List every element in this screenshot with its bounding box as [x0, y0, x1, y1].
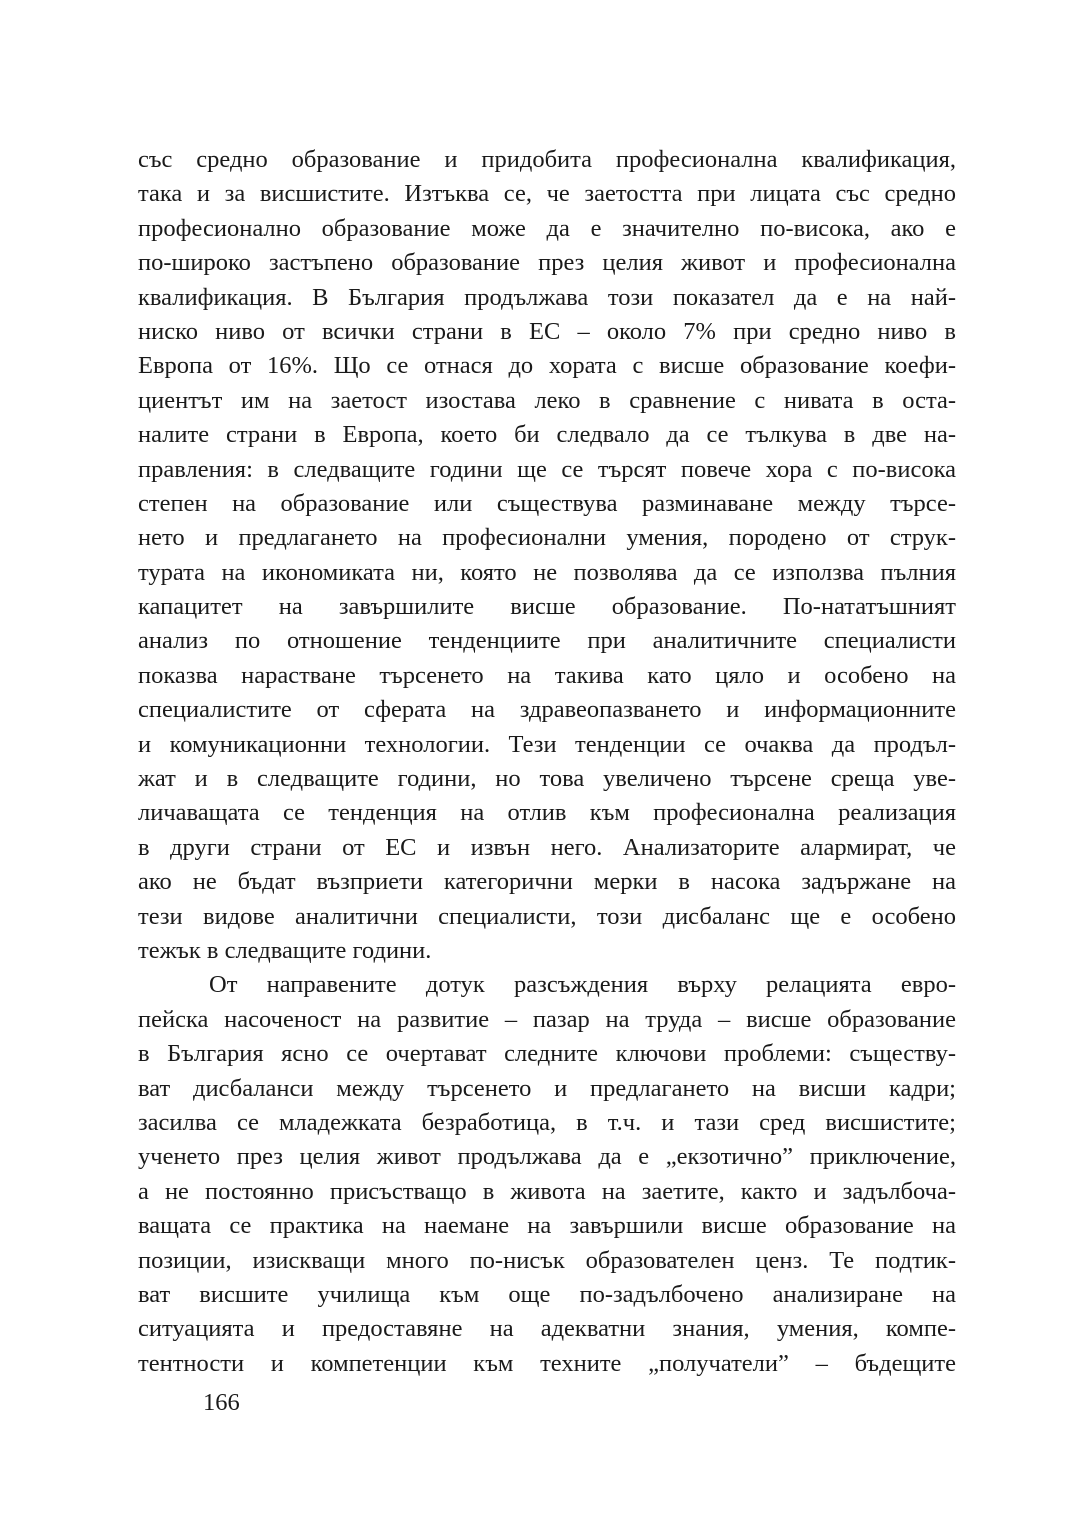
text-line: ват дисбаланси между търсенето и предлагането на висши кадри;: [138, 1074, 956, 1102]
text-line: налите страни в Европа, което би следвало да се тълкува в две на-: [138, 421, 956, 449]
text-line: личаващата се тенденция на отлив към професионална реализация: [138, 799, 956, 827]
text-line: така и за висшистите. Изтъква се, че заетостта при лицата със средно: [138, 180, 956, 208]
text-line: позиции, изискващи много по-нисък образователен ценз. Те подтик-: [138, 1246, 956, 1274]
text-line: турата на икономиката ни, която не позволява да се използва пълния: [138, 558, 956, 586]
text-line: нето и предлагането на професионални умения, породено от струк-: [138, 524, 956, 552]
text-line: степен на образование или съществува разминаване между търсе-: [138, 489, 956, 517]
text-line: правления: в следващите години ще се търсят повече хора с по-висока: [138, 455, 956, 483]
text-line: ако не бъдат възприети категорични мерки в насока задържане на: [138, 868, 956, 896]
text-line: анализ по отношение тенденциите при аналитичните специалисти: [138, 627, 956, 655]
page-number: 166: [203, 1389, 240, 1416]
text-line: показва нарастване търсенето на такива като цяло и особено на: [138, 661, 956, 689]
text-line: по-широко застъпено образование през целия живот и професионална: [138, 249, 956, 277]
text-line: а не постоянно присъстващо в живота на заетите, както и задълбоча-: [138, 1177, 956, 1205]
text-line: капацитет на завършилите висше образование. По-нататъшният: [138, 593, 956, 621]
text-line: квалификация. В България продължава този показател да е на най-: [138, 283, 956, 311]
text-line: в България ясно се очертават следните ключови проблеми: съществу-: [138, 1040, 956, 1068]
body-text: [138, 143, 956, 1381]
text-line: засилва се младежката безработица, в т.ч. и тази сред висшистите;: [138, 1108, 956, 1136]
text-line: жат и в следващите години, но това увеличено търсене среща уве-: [138, 765, 956, 793]
text-line: професионално образование може да е значително по-висока, ако е: [138, 214, 956, 242]
text-line: ситуацията и предоставяне на адекватни знания, умения, компе-: [138, 1315, 956, 1343]
text-line: ниско ниво от всички страни в ЕС – около 7% при средно ниво в: [138, 317, 956, 345]
text-line: и комуникационни технологии. Тези тенденции се очаква да продъл-: [138, 730, 956, 758]
text-line: със средно образование и придобита професионална квалификация,: [138, 146, 956, 173]
paragraph-2: [138, 968, 956, 1381]
text-line: ученето през целия живот продължава да е „екзотично” приключение,: [138, 1143, 956, 1171]
text-line: циентът им на заетост изостава леко в сравнение с нивата в оста-: [138, 386, 956, 414]
text-line: От направените дотук разсъждения върху релацията евро-: [209, 971, 956, 999]
text-line: ващата се практика на наемане на завършили висше образование на: [138, 1212, 956, 1240]
text-line: специалистите от сферата на здравеопазването и информационните: [138, 696, 956, 724]
text-line: тежък в следващите години.: [138, 936, 432, 964]
text-line: пейска насоченост на развитие – пазар на труда – висше образование: [138, 1005, 956, 1033]
text-line: Европа от 16%. Що се отнася до хората с висше образование коефи-: [138, 352, 956, 380]
text-line: в други страни от ЕС и извън него. Анализаторите алармират, че: [138, 833, 956, 861]
text-line: тентности и компетенции към техните „получатели” – бъдещите: [138, 1349, 956, 1377]
text-line: ват висшите училища към още по-задълбочено анализиране на: [138, 1280, 956, 1308]
paragraph-1: [138, 143, 956, 968]
text-line: тези видове аналитични специалисти, този дисбаланс ще е особено: [138, 902, 956, 930]
